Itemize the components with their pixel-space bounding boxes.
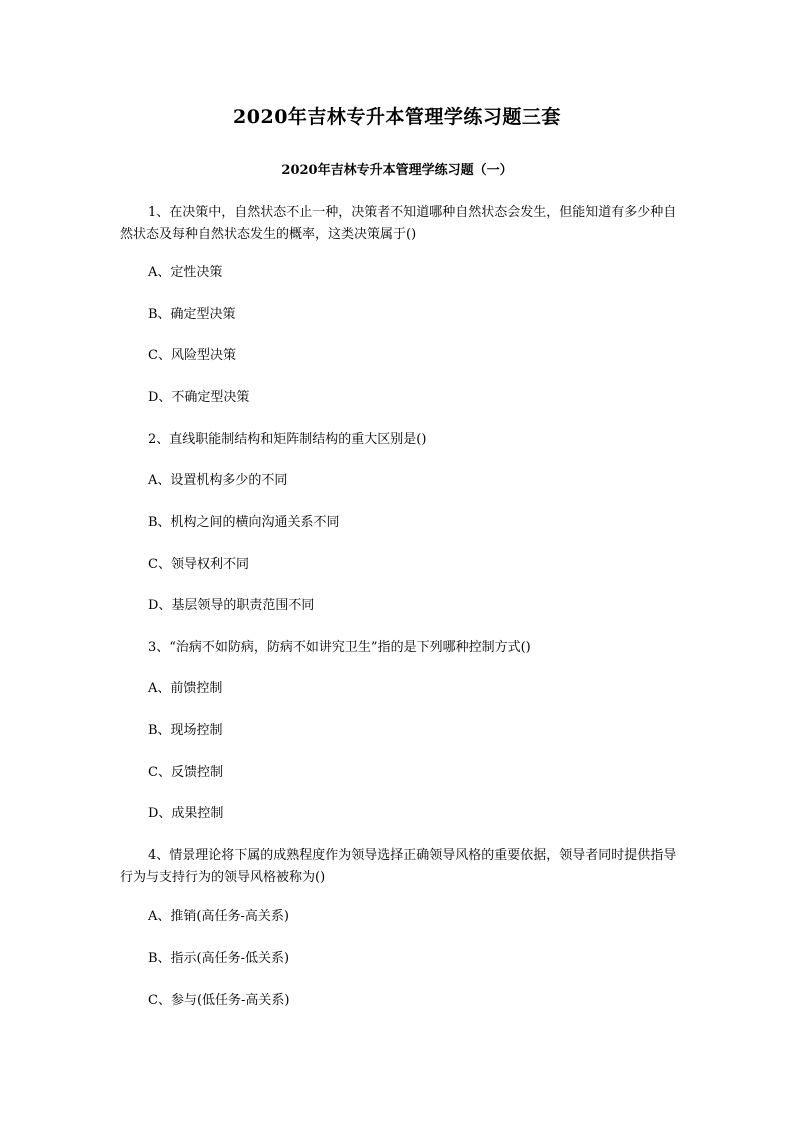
question-4-text: 4、情景理论将下属的成熟程度作为领导选择正确领导风格的重要依据，领导者同时提供指导行为与支持行为的领导风格被称为() bbox=[120, 848, 677, 885]
question-1-option-d: D、不确定型决策 bbox=[148, 390, 250, 405]
question-3-option-a: A、前馈控制 bbox=[148, 681, 223, 696]
question-2-option-a: A、设置机构多少的不同 bbox=[148, 473, 288, 488]
question-4-option-a: A、推销(高任务-高关系) bbox=[148, 909, 289, 924]
question-4-option-c: C、参与(低任务-高关系) bbox=[148, 993, 290, 1008]
question-2-option-d: D、基层领导的职责范围不同 bbox=[148, 598, 315, 613]
question-1-option-c: C、风险型决策 bbox=[148, 348, 236, 363]
question-4-option-b: B、指示(高任务-低关系) bbox=[148, 951, 290, 966]
question-1-option-b: B、确定型决策 bbox=[148, 307, 236, 322]
question-1-option-a: A、定性决策 bbox=[148, 265, 223, 280]
question-2-text: 2、直线职能制结构和矩阵制结构的重大区别是() bbox=[148, 432, 427, 447]
question-1-text: 1、在决策中，自然状态不止一种，决策者不知道哪种自然状态会发生，但能知道有多少种自然状态及每种自然状态发生的概率，这类决策属于() bbox=[120, 205, 677, 242]
question-3-option-d: D、成果控制 bbox=[148, 806, 224, 821]
question-3-option-c: C、反馈控制 bbox=[148, 765, 223, 780]
section-title: 2020年吉林专升本管理学练习题（一） bbox=[281, 163, 513, 178]
question-2-option-b: B、机构之间的横向沟通关系不同 bbox=[148, 515, 340, 530]
question-3-text: 3、“治病不如防病，防病不如讲究卫生”指的是下列哪种控制方式() bbox=[148, 640, 531, 655]
question-3-option-b: B、现场控制 bbox=[148, 723, 223, 738]
question-2-option-c: C、领导权利不同 bbox=[148, 557, 249, 572]
document-title: 2020年吉林专升本管理学练习题三套 bbox=[233, 106, 561, 128]
